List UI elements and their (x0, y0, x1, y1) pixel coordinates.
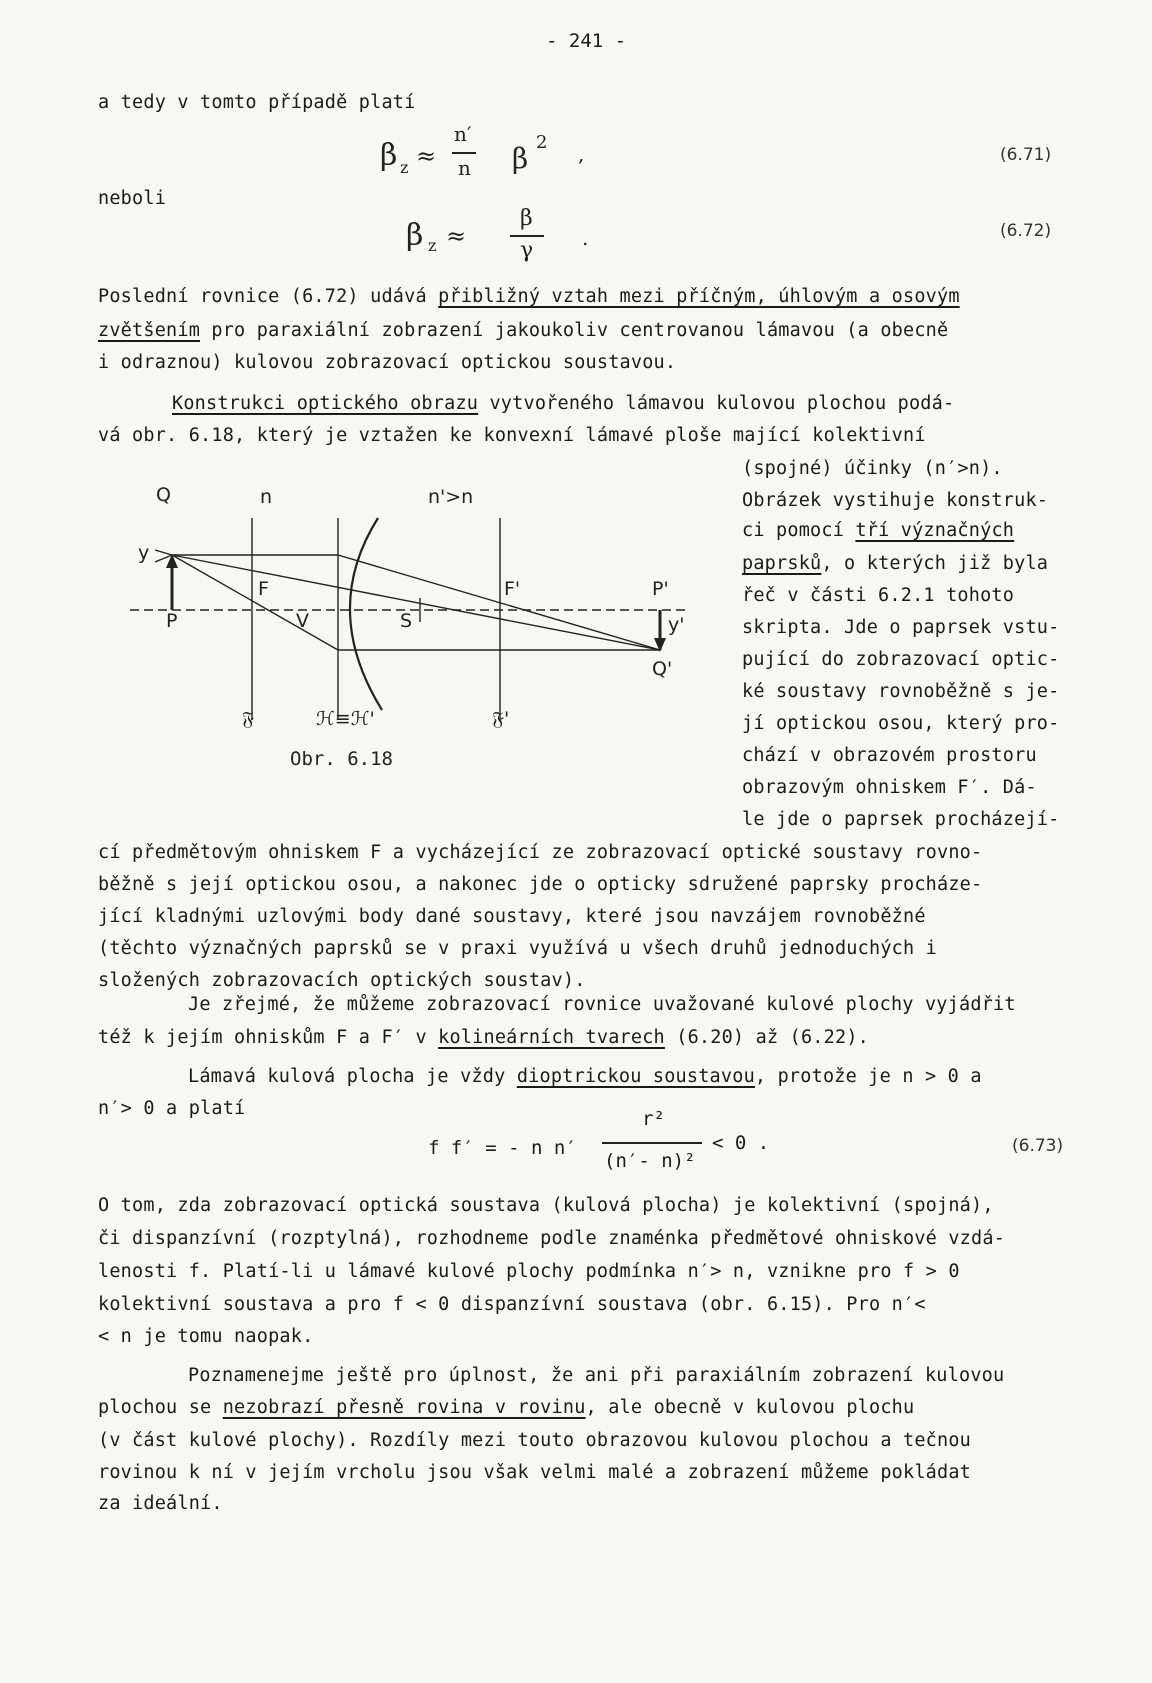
neboli-line: neboli (98, 188, 167, 209)
label-y-prime: y' (668, 614, 685, 636)
p2-right-11: obrazovým ohniskem F′. Dá- (742, 777, 1037, 798)
p2-right-7: pující do zobrazovací optic- (742, 649, 1060, 670)
p1-line-1: Poslední rovnice (6.72) udává přibližný vztah mezi příčným, úhlovým a osovým (98, 286, 960, 307)
label-nodal-planes: ℋ≡ℋ' (316, 708, 375, 730)
p2-line-5: jící kladnými uzlovými body dané soustavy, které jsou navzájem rovnoběžné (98, 906, 926, 927)
eq72-beta: β (406, 218, 424, 253)
eq72-approx: ≈ (446, 222, 467, 250)
label-F-prime: F' (504, 578, 521, 600)
underlined-term: zvětšením (98, 320, 201, 341)
label-object-focal-plane: 𝔉 (242, 708, 255, 730)
eq72-subscript: z (428, 236, 437, 255)
p1-line-3: i odraznou) kulovou zobrazovací optickou soustavou. (98, 352, 677, 373)
refraction-diagram (120, 510, 720, 810)
p2-line-2: vá obr. 6.18, který je vztažen ke konvexní lámavé ploše mající kolektivní (98, 425, 926, 446)
p2-line-7: složených zobrazovacích optických soustav). (98, 970, 586, 991)
label-n-prime-gt-n: n'>n (428, 486, 474, 508)
p3-line-1: Je zřejmé, že můžeme zobrazovací rovnice uvažované kulové plochy vyjádřit (188, 994, 1016, 1015)
p6-line-2: plochou se nezobrazí přesně rovina v rovinu, ale obecně v kulovou plochu (98, 1397, 915, 1418)
p2-right-9: jí optickou osou, který pro- (742, 713, 1060, 734)
figure-caption: Obr. 6.18 (290, 748, 393, 770)
p4-line-2: n′> 0 a platí (98, 1098, 246, 1119)
underlined-term: kolineárních tvarech (438, 1027, 665, 1048)
p2-right-10: chází v obrazovém prostoru (742, 745, 1037, 766)
eq72-dot: . (582, 226, 589, 250)
p5-line-2: či dispanzívní (rozptylná), rozhodneme podle znaménka předmětové ohniskové vzdá- (98, 1228, 1006, 1249)
page-number: - 241 - (546, 30, 627, 52)
label-Q: Q (156, 484, 171, 506)
p5-line-1: O tom, zda zobrazovací optická soustava (kulová plocha) je kolektivní (spojná), (98, 1195, 994, 1216)
eq71-denominator: n (458, 156, 471, 180)
p2-line-6: (těchto význačných paprsků se v praxi využívá u všech druhů jednoduchých i (98, 938, 938, 959)
eq71-beta: β (380, 138, 398, 173)
p2-line-1: Konstrukci optického obrazu vytvořeného lámavou kulovou plochou podá- (172, 393, 955, 414)
p6-line-3: (v část kulové plochy). Rozdíly mezi touto obrazovou kulovou plochou a tečnou (98, 1430, 972, 1451)
eq73-label: (6.73) (1012, 1136, 1064, 1156)
refracting-surface (350, 518, 382, 710)
label-n: n (260, 486, 273, 508)
label-y: y (138, 542, 150, 564)
underlined-term: paprsků (742, 553, 822, 574)
underlined-term: tří význačných (855, 520, 1015, 541)
p2-right-5: řeč v části 6.2.1 tohoto (742, 585, 1015, 606)
eq71-beta2: β (512, 142, 529, 175)
label-Q-prime: Q' (652, 658, 673, 680)
eq72-numerator: β (520, 206, 533, 231)
label-P: P (166, 610, 178, 632)
eq71-numerator: n′ (454, 122, 472, 146)
label-S: S (400, 610, 413, 632)
eq72-denominator: γ (520, 238, 534, 263)
p2-right-3: ci pomocí tří význačných (742, 520, 1015, 541)
p4-line-1: Lámavá kulová plocha je vždy dioptrickou soustavou, protože je n > 0 a (188, 1066, 982, 1087)
label-P-prime: P' (652, 578, 669, 600)
eq73-numerator: r² (642, 1108, 665, 1130)
eq71-label: (6.71) (1000, 145, 1052, 165)
p2-right-1: (spojné) účinky (n′>n). (742, 458, 1003, 479)
p6-line-1: Poznamenejme ještě pro úplnost, že ani při paraxiálním zobrazení kulovou (188, 1365, 1005, 1386)
p2-right-12: le jde o paprsek procházejí- (742, 809, 1060, 830)
underlined-term: přibližný vztah mezi příčným, úhlovým a osovým (438, 286, 960, 307)
eq71-fraction-bar (452, 152, 476, 154)
eq72-label: (6.72) (1000, 221, 1052, 241)
p2-right-6: skripta. Jde o paprsek vstu- (742, 617, 1060, 638)
eq71-approx: ≈ (416, 142, 437, 170)
p2-line-3: cí předmětovým ohniskem F a vycházející ze zobrazovací optické soustavy rovno- (98, 842, 983, 863)
underlined-term: nezobrazí přesně rovina v rovinu (222, 1397, 586, 1418)
intro-line: a tedy v tomto případě platí (98, 92, 416, 113)
label-image-focal-plane: 𝔉' (492, 708, 510, 730)
p6-line-4: rovinou k ní v jejím vrcholu jsou však velmi malé a zobrazení můžeme pokládat (98, 1462, 972, 1483)
eq73-relation: < 0 . (712, 1132, 770, 1154)
label-F: F (258, 578, 269, 600)
eq71-comma: , (578, 142, 585, 166)
eq73-lhs: f f′ = - n n′ (428, 1137, 577, 1159)
p2-right-8: ké soustavy rovnoběžně s je- (742, 681, 1060, 702)
p6-line-5: za ideální. (98, 1493, 223, 1514)
eq72-fraction-bar (510, 235, 544, 237)
p2-right-2: Obrázek vystihuje konstruk- (742, 490, 1049, 511)
p2-right-4: paprsků, o kterých již byla (742, 553, 1049, 574)
p1-line-2: zvětšením pro paraxiální zobrazení jakoukoliv centrovanou lámavou (a obecně (98, 320, 949, 341)
p5-line-3: lenosti f. Platí-li u lámavé kulové plochy podmínka n′> n, vznikne pro f > 0 (98, 1261, 960, 1282)
eq71-subscript: z (400, 158, 409, 177)
underlined-term: dioptrickou soustavou (516, 1066, 755, 1087)
eq71-exponent: 2 (536, 132, 548, 153)
p2-line-4: běžně s její optickou osou, a nakonec jde o opticky sdružené paprsky procháze- (98, 874, 983, 895)
p3-line-2: též k jejím ohniskům F a F′ v kolineárních tvarech (6.20) až (6.22). (98, 1027, 869, 1048)
p5-line-4: kolektivní soustava a pro f < 0 dispanzívní soustava (obr. 6.15). Pro n′< (98, 1294, 926, 1315)
label-V: V (296, 610, 309, 632)
eq73-fraction-bar (602, 1142, 702, 1144)
eq73-denominator: (n′- n)² (604, 1150, 696, 1172)
underlined-term: Konstrukci optického obrazu (172, 393, 479, 414)
figure-6-18 (120, 484, 720, 810)
p5-line-5: < n je tomu naopak. (98, 1326, 314, 1347)
